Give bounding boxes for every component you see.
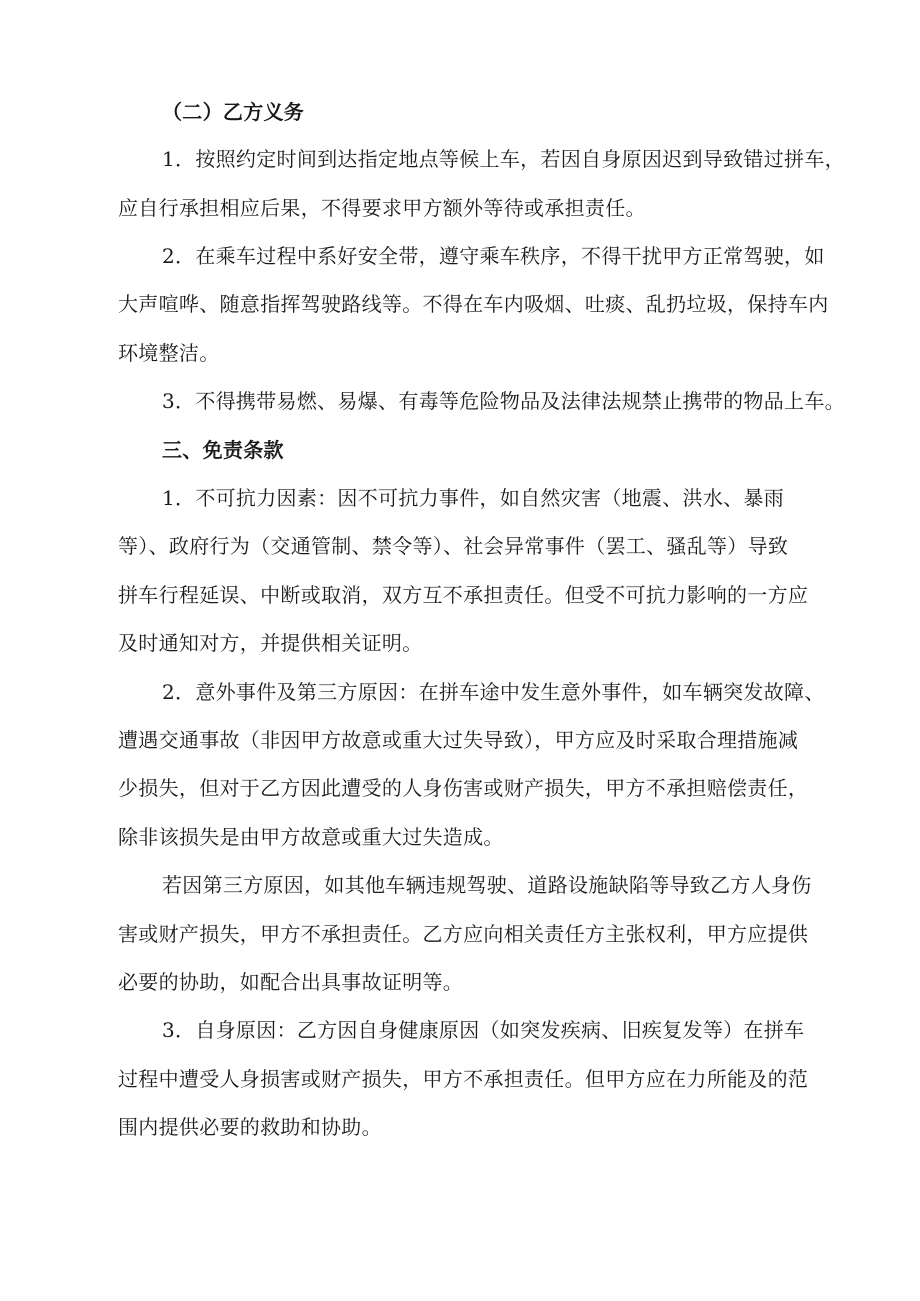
- clause-b3-line1: 3．不得携带易燃、易爆、有毒等危险物品及法律法规禁止携带的物品上车。: [162, 389, 845, 413]
- clause-c2b-line2: 害或财产损失，甲方不承担责任。乙方应向相关责任方主张权利，甲方应提供: [118, 922, 809, 946]
- clause-c2-line1: 2．意外事件及第三方原因：在拼车途中发生意外事件，如车辆突发故障、: [162, 680, 825, 704]
- clause-c3-line1: 3．自身原因：乙方因自身健康原因（如突发疾病、旧疾复发等）在拼车: [162, 1018, 805, 1042]
- clause-c1-line3: 拼车行程延误、中断或取消，双方互不承担责任。但受不可抗力影响的一方应: [118, 583, 809, 607]
- clause-b2-line1: 2．在乘车过程中系好安全带，遵守乘车秩序，不得干扰甲方正常驾驶，如: [162, 244, 825, 268]
- clause-c2-line3: 少损失，但对于乙方因此遭受的人身伤害或财产损失，甲方不承担赔偿责任，: [118, 776, 809, 800]
- clause-c2b-line1: 若因第三方原因，如其他车辆违规驾驶、道路设施缺陷等导致乙方人身伤: [162, 873, 812, 897]
- section-heading-party-b-obligations: （二）乙方义务: [162, 100, 305, 124]
- clause-c2-line4: 除非该损失是由甲方故意或重大过失造成。: [118, 825, 504, 849]
- clause-c3-line2: 过程中遭受人身损害或财产损失，甲方不承担责任。但甲方应在力所能及的范: [118, 1067, 809, 1091]
- clause-c3-line3: 围内提供必要的救助和协助。: [118, 1115, 382, 1139]
- clause-c2-line2: 遭遇交通事故（非因甲方故意或重大过失导致），甲方应及时采取合理措施减: [118, 728, 799, 752]
- clause-b2-line3: 环境整洁。: [118, 341, 220, 365]
- clause-c1-line4: 及时通知对方，并提供相关证明。: [118, 631, 423, 655]
- clause-b1-line1: 1．按照约定时间到达指定地点等候上车，若因自身原因迟到导致错过拼车，: [162, 147, 845, 171]
- clause-c1-line1: 1．不可抗力因素：因不可抗力事件，如自然灾害（地震、洪水、暴雨: [162, 486, 785, 510]
- section-heading-disclaimer: 三、免责条款: [162, 438, 284, 462]
- clause-c1-line2: 等）、政府行为（交通管制、禁令等）、社会异常事件（罢工、骚乱等）导致: [118, 534, 789, 558]
- clause-b1-line2: 应自行承担相应后果，不得要求甲方额外等待或承担责任。: [118, 196, 646, 220]
- clause-c2b-line3: 必要的协助，如配合出具事故证明等。: [118, 970, 464, 994]
- clause-b2-line2: 大声喧哗、随意指挥驾驶路线等。不得在车内吸烟、吐痰、乱扔垃圾，保持车内: [118, 292, 829, 316]
